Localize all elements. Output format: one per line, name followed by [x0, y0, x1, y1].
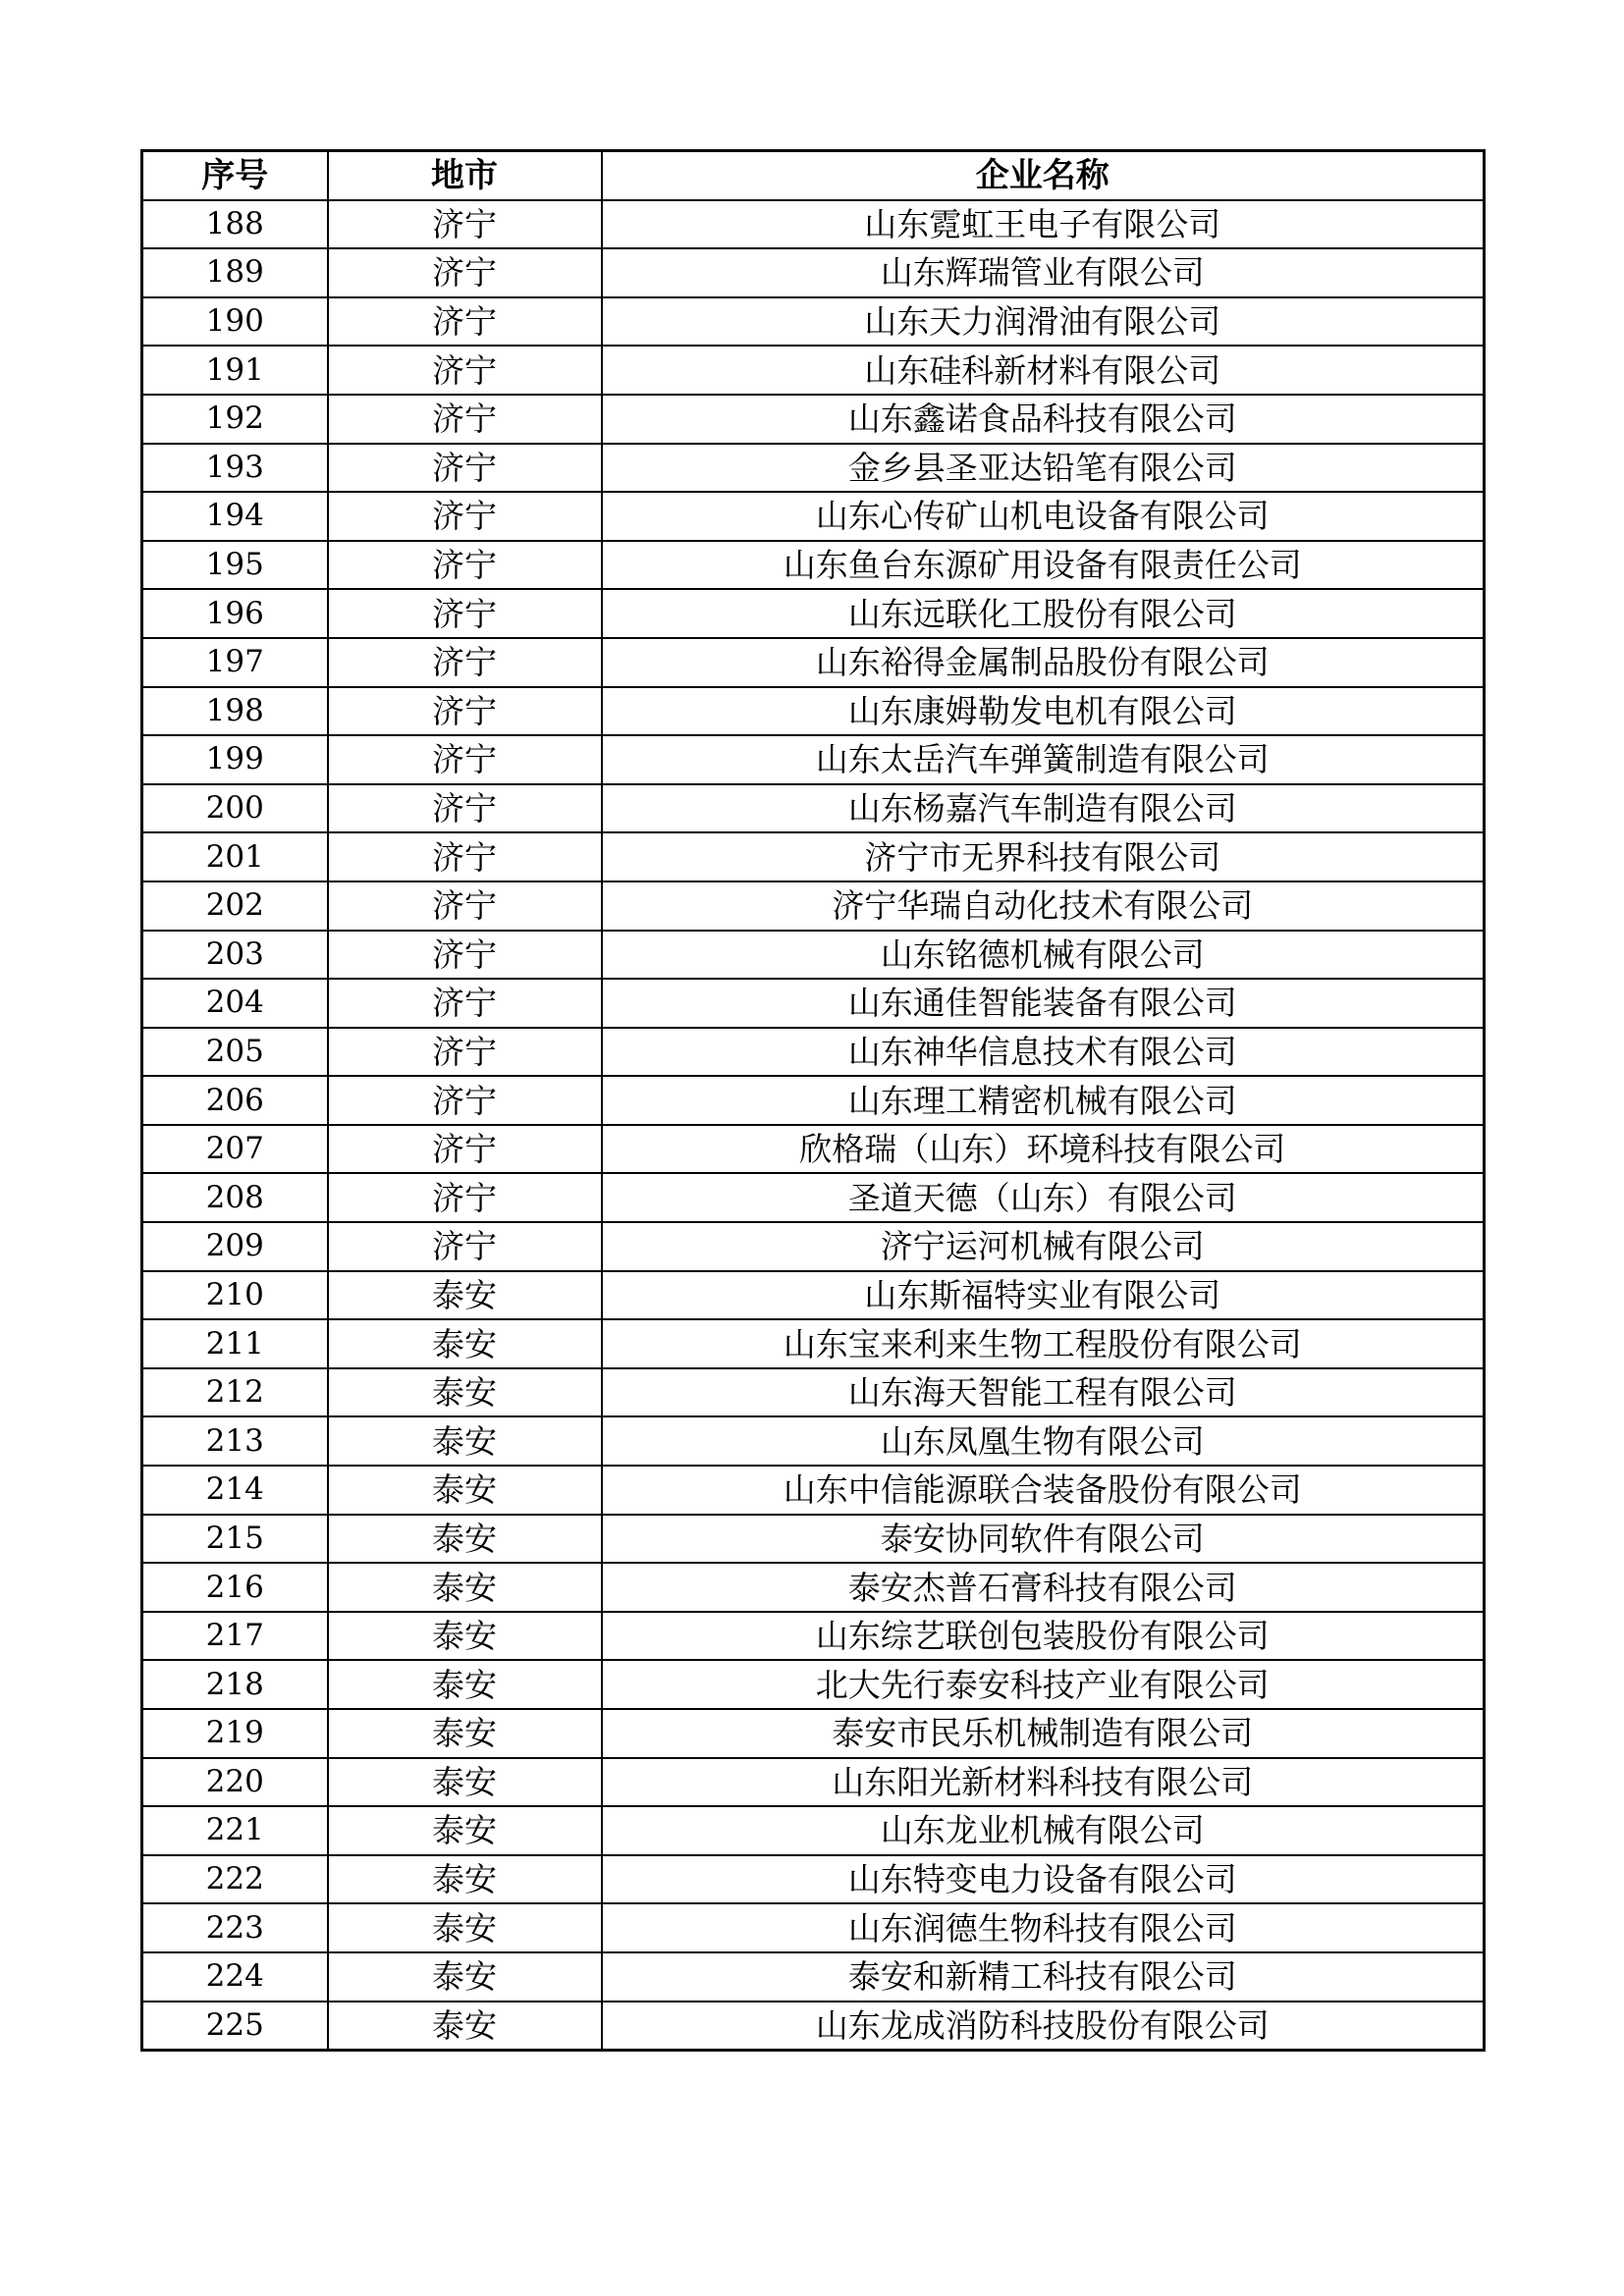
- cell-seq: 203: [142, 931, 328, 980]
- table-row: [142, 297, 1485, 347]
- cell-company-name: 济宁华瑞自动化技术有限公司: [602, 881, 1485, 931]
- cell-city: 济宁: [328, 979, 602, 1028]
- table-row: [142, 1563, 1485, 1612]
- cell-company-name: 山东霓虹王电子有限公司: [602, 200, 1485, 249]
- table-row: [142, 1758, 1485, 1807]
- cell-company-name: 山东远联化工股份有限公司: [602, 589, 1485, 638]
- cell-seq: 223: [142, 1903, 328, 1952]
- cell-city: 济宁: [328, 735, 602, 784]
- cell-company-name: 山东杨嘉汽车制造有限公司: [602, 784, 1485, 833]
- cell-seq: 211: [142, 1319, 328, 1368]
- cell-company-name: 山东综艺联创包装股份有限公司: [602, 1612, 1485, 1661]
- cell-seq: 225: [142, 2002, 328, 2051]
- table-row: [142, 200, 1485, 249]
- table-row: [142, 1660, 1485, 1709]
- table-row: [142, 735, 1485, 784]
- cell-company-name: 山东中信能源联合装备股份有限公司: [602, 1466, 1485, 1515]
- table-row: [142, 444, 1485, 493]
- table-row: [142, 492, 1485, 541]
- table-row: [142, 1173, 1485, 1222]
- cell-seq: 217: [142, 1612, 328, 1661]
- cell-company-name: 山东裕得金属制品股份有限公司: [602, 638, 1485, 687]
- cell-company-name: 山东斯福特实业有限公司: [602, 1271, 1485, 1320]
- cell-city: 济宁: [328, 687, 602, 736]
- cell-seq: 195: [142, 541, 328, 590]
- table-row: [142, 1903, 1485, 1952]
- table-row: [142, 638, 1485, 687]
- cell-seq: 201: [142, 832, 328, 881]
- table-row: [142, 541, 1485, 590]
- cell-city: 济宁: [328, 784, 602, 833]
- cell-company-name: 山东龙业机械有限公司: [602, 1806, 1485, 1855]
- table-row: [142, 687, 1485, 736]
- cell-seq: 224: [142, 1952, 328, 2002]
- cell-city: 泰安: [328, 1855, 602, 1904]
- cell-company-name: 泰安和新精工科技有限公司: [602, 1952, 1485, 2002]
- table-row: [142, 1416, 1485, 1466]
- cell-seq: 188: [142, 200, 328, 249]
- cell-seq: 198: [142, 687, 328, 736]
- cell-city: 济宁: [328, 1173, 602, 1222]
- cell-seq: 189: [142, 248, 328, 297]
- cell-company-name: 济宁运河机械有限公司: [602, 1222, 1485, 1271]
- cell-seq: 208: [142, 1173, 328, 1222]
- cell-company-name: 山东康姆勒发电机有限公司: [602, 687, 1485, 736]
- table-row: [142, 1952, 1485, 2002]
- cell-seq: 220: [142, 1758, 328, 1807]
- cell-company-name: 山东铭德机械有限公司: [602, 931, 1485, 980]
- cell-city: 济宁: [328, 444, 602, 493]
- cell-city: 济宁: [328, 492, 602, 541]
- cell-seq: 207: [142, 1125, 328, 1174]
- cell-city: 济宁: [328, 541, 602, 590]
- cell-city: 济宁: [328, 1076, 602, 1125]
- table-row: [142, 248, 1485, 297]
- cell-company-name: 泰安杰普石膏科技有限公司: [602, 1563, 1485, 1612]
- cell-city: 济宁: [328, 1028, 602, 1077]
- cell-city: 泰安: [328, 1806, 602, 1855]
- cell-seq: 199: [142, 735, 328, 784]
- table-row: [142, 979, 1485, 1028]
- table-row: [142, 2002, 1485, 2051]
- table-row: [142, 346, 1485, 395]
- table-row: [142, 1515, 1485, 1564]
- table-row: [142, 1028, 1485, 1077]
- cell-city: 济宁: [328, 931, 602, 980]
- cell-company-name: 山东辉瑞管业有限公司: [602, 248, 1485, 297]
- header-company-name: 企业名称: [602, 151, 1485, 200]
- cell-seq: 193: [142, 444, 328, 493]
- cell-company-name: 山东阳光新材料科技有限公司: [602, 1758, 1485, 1807]
- cell-city: 泰安: [328, 1903, 602, 1952]
- cell-seq: 210: [142, 1271, 328, 1320]
- cell-company-name: 山东特变电力设备有限公司: [602, 1855, 1485, 1904]
- table-row: [142, 1368, 1485, 1417]
- cell-seq: 206: [142, 1076, 328, 1125]
- cell-seq: 218: [142, 1660, 328, 1709]
- cell-city: 济宁: [328, 589, 602, 638]
- cell-city: 济宁: [328, 200, 602, 249]
- cell-seq: 197: [142, 638, 328, 687]
- cell-city: 济宁: [328, 248, 602, 297]
- cell-company-name: 山东天力润滑油有限公司: [602, 297, 1485, 347]
- table-row: [142, 881, 1485, 931]
- cell-city: 泰安: [328, 1758, 602, 1807]
- cell-seq: 204: [142, 979, 328, 1028]
- cell-city: 泰安: [328, 1271, 602, 1320]
- cell-company-name: 山东神华信息技术有限公司: [602, 1028, 1485, 1077]
- cell-city: 泰安: [328, 1709, 602, 1758]
- table-row: [142, 1466, 1485, 1515]
- cell-company-name: 泰安市民乐机械制造有限公司: [602, 1709, 1485, 1758]
- cell-company-name: 北大先行泰安科技产业有限公司: [602, 1660, 1485, 1709]
- table-row: [142, 589, 1485, 638]
- cell-city: 济宁: [328, 1125, 602, 1174]
- cell-seq: 212: [142, 1368, 328, 1417]
- cell-company-name: 山东通佳智能装备有限公司: [602, 979, 1485, 1028]
- cell-seq: 190: [142, 297, 328, 347]
- cell-seq: 214: [142, 1466, 328, 1515]
- cell-company-name: 山东硅科新材料有限公司: [602, 346, 1485, 395]
- table-row: [142, 1855, 1485, 1904]
- cell-city: 济宁: [328, 638, 602, 687]
- cell-seq: 216: [142, 1563, 328, 1612]
- cell-seq: 222: [142, 1855, 328, 1904]
- cell-city: 济宁: [328, 832, 602, 881]
- cell-company-name: 山东鑫诺食品科技有限公司: [602, 395, 1485, 444]
- cell-company-name: 山东心传矿山机电设备有限公司: [602, 492, 1485, 541]
- cell-city: 泰安: [328, 1660, 602, 1709]
- cell-seq: 194: [142, 492, 328, 541]
- table-row: [142, 1271, 1485, 1320]
- cell-city: 泰安: [328, 2002, 602, 2051]
- table-row: [142, 1125, 1485, 1174]
- cell-seq: 202: [142, 881, 328, 931]
- cell-seq: 209: [142, 1222, 328, 1271]
- table-row: [142, 1076, 1485, 1125]
- cell-city: 泰安: [328, 1368, 602, 1417]
- table-row: [142, 1806, 1485, 1855]
- table-row: [142, 1709, 1485, 1758]
- cell-company-name: 山东海天智能工程有限公司: [602, 1368, 1485, 1417]
- cell-company-name: 济宁市无界科技有限公司: [602, 832, 1485, 881]
- header-seq: 序号: [142, 151, 328, 200]
- table-row: [142, 1612, 1485, 1661]
- cell-seq: 205: [142, 1028, 328, 1077]
- table-header-row: [142, 151, 1485, 200]
- cell-company-name: 圣道天德（山东）有限公司: [602, 1173, 1485, 1222]
- cell-seq: 213: [142, 1416, 328, 1466]
- cell-city: 泰安: [328, 1612, 602, 1661]
- cell-seq: 200: [142, 784, 328, 833]
- table-row: [142, 395, 1485, 444]
- company-list-table: [140, 149, 1486, 2052]
- cell-city: 济宁: [328, 1222, 602, 1271]
- cell-city: 济宁: [328, 346, 602, 395]
- cell-city: 泰安: [328, 1416, 602, 1466]
- cell-company-name: 山东理工精密机械有限公司: [602, 1076, 1485, 1125]
- cell-company-name: 泰安协同软件有限公司: [602, 1515, 1485, 1564]
- header-city: 地市: [328, 151, 602, 200]
- cell-city: 泰安: [328, 1515, 602, 1564]
- table-row: [142, 832, 1485, 881]
- cell-company-name: 欣格瑞（山东）环境科技有限公司: [602, 1125, 1485, 1174]
- cell-company-name: 山东宝来利来生物工程股份有限公司: [602, 1319, 1485, 1368]
- cell-city: 泰安: [328, 1952, 602, 2002]
- cell-city: 济宁: [328, 395, 602, 444]
- cell-seq: 219: [142, 1709, 328, 1758]
- cell-company-name: 金乡县圣亚达铅笔有限公司: [602, 444, 1485, 493]
- table-row: [142, 1222, 1485, 1271]
- cell-city: 济宁: [328, 881, 602, 931]
- table-row: [142, 784, 1485, 833]
- cell-company-name: 山东润德生物科技有限公司: [602, 1903, 1485, 1952]
- cell-seq: 221: [142, 1806, 328, 1855]
- cell-company-name: 山东龙成消防科技股份有限公司: [602, 2002, 1485, 2051]
- table-row: [142, 931, 1485, 980]
- cell-seq: 192: [142, 395, 328, 444]
- cell-seq: 191: [142, 346, 328, 395]
- cell-city: 济宁: [328, 297, 602, 347]
- table-body: [142, 200, 1485, 2051]
- cell-company-name: 山东凤凰生物有限公司: [602, 1416, 1485, 1466]
- cell-seq: 215: [142, 1515, 328, 1564]
- cell-seq: 196: [142, 589, 328, 638]
- cell-city: 泰安: [328, 1319, 602, 1368]
- cell-city: 泰安: [328, 1563, 602, 1612]
- cell-company-name: 山东太岳汽车弹簧制造有限公司: [602, 735, 1485, 784]
- cell-company-name: 山东鱼台东源矿用设备有限责任公司: [602, 541, 1485, 590]
- table-row: [142, 1319, 1485, 1368]
- cell-city: 泰安: [328, 1466, 602, 1515]
